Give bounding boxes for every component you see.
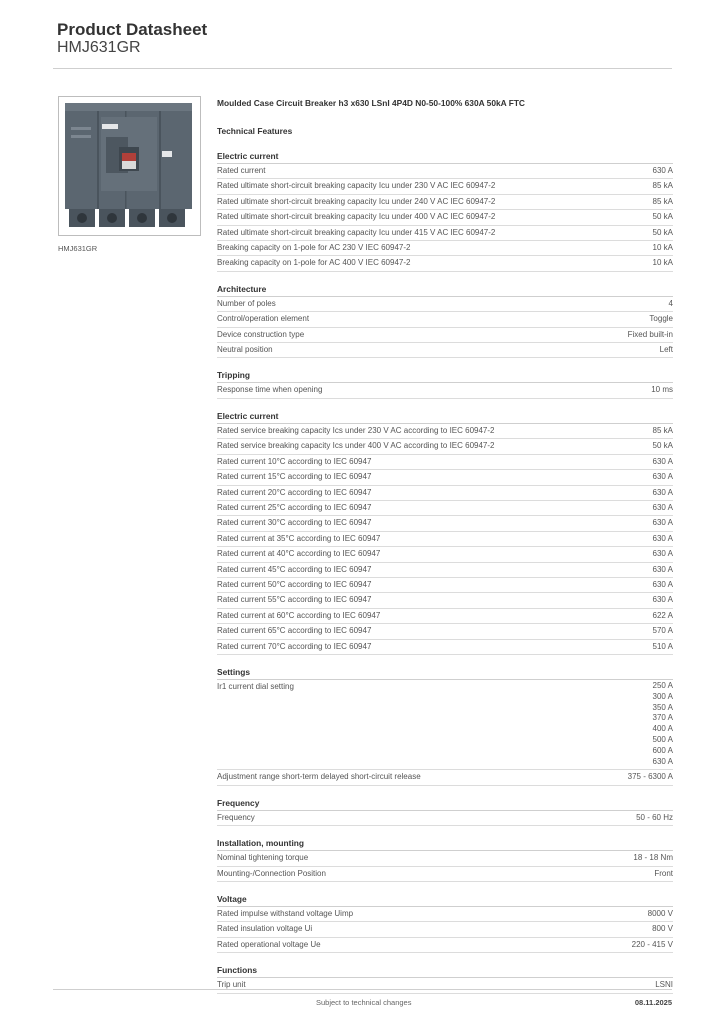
spec-row (217, 532, 673, 547)
spec-label: Rated current 25°C according to IEC 60947 (217, 502, 372, 512)
product-code: HMJ631GR (57, 39, 141, 56)
spec-section (217, 797, 673, 826)
spec-value: 630 A (652, 756, 673, 766)
section-title: Frequency (217, 797, 673, 811)
spec-section (217, 837, 673, 882)
spec-section (217, 369, 673, 398)
spec-value: 50 kA (652, 441, 673, 451)
spec-value: 630 A (652, 487, 673, 497)
spec-row (217, 439, 673, 454)
spec-row (217, 516, 673, 531)
spec-row (217, 907, 673, 922)
spec-value: 630 A (652, 518, 673, 528)
spec-label: Rated service breaking capacity Ics under 400 V AC according to IEC 60947-2 (217, 441, 495, 451)
spec-row (217, 256, 673, 271)
spec-row (217, 938, 673, 953)
spec-row (217, 563, 673, 578)
spec-section (217, 150, 673, 272)
spec-row (217, 609, 673, 624)
spec-label: Breaking capacity on 1-pole for AC 230 V IEC 60947-2 (217, 243, 411, 253)
spec-label: Rated operational voltage Ue (217, 939, 321, 949)
spec-label: Rated insulation voltage Ui (217, 924, 313, 934)
spec-value: 600 A (652, 745, 673, 755)
spec-value: 50 kA (652, 212, 673, 222)
spec-value: 10 kA (652, 243, 673, 253)
spec-row (217, 501, 673, 516)
spec-value: 4 (668, 298, 673, 308)
spec-row (217, 297, 673, 312)
spec-value: 630 A (652, 166, 673, 175)
spec-row (217, 179, 673, 194)
spec-row (217, 328, 673, 343)
spec-value: 375 - 6300 A (627, 772, 673, 782)
spec-section (217, 893, 673, 953)
spec-section (217, 410, 673, 655)
spec-value: 630 A (652, 533, 673, 543)
spec-value: 50 - 60 Hz (636, 812, 673, 822)
spec-content (217, 95, 673, 994)
spec-label: Rated ultimate short-circuit breaking capacity Icu under 230 V AC IEC 60947-2 (217, 181, 496, 191)
footer-divider (53, 989, 672, 990)
spec-row (217, 195, 673, 210)
spec-label: Rated current 70°C according to IEC 60947 (217, 641, 372, 651)
spec-row (217, 241, 673, 256)
spec-value: LSNI (655, 980, 673, 990)
spec-value: 85 kA (652, 425, 673, 435)
spec-value: 370 A (652, 713, 673, 723)
spec-value: 630 A (652, 456, 673, 466)
spec-label: Rated impulse withstand voltage Uimp (217, 908, 354, 918)
section-title: Architecture (217, 283, 673, 297)
spec-label: Rated ultimate short-circuit breaking capacity Icu under 400 V AC IEC 60947-2 (217, 212, 496, 222)
footer-note: Subject to technical changes (316, 998, 412, 1007)
spec-value: 85 kA (652, 196, 673, 206)
spec-row (217, 680, 673, 770)
spec-label: Rated current 55°C according to IEC 60947 (217, 595, 372, 605)
spec-label: Rated current 45°C according to IEC 60947 (217, 564, 372, 574)
spec-label: Rated ultimate short-circuit breaking capacity Icu under 415 V AC IEC 60947-2 (217, 227, 496, 237)
spec-row (217, 978, 673, 993)
spec-row (217, 343, 673, 358)
page-title: Product Datasheet (57, 20, 208, 39)
spec-label: Rated current 50°C according to IEC 60947 (217, 579, 372, 589)
spec-label: Mounting-/Connection Position (217, 868, 326, 878)
spec-label: Breaking capacity on 1-pole for AC 400 V IEC 60947-2 (217, 258, 411, 268)
spec-label: Rated current at 40°C according to IEC 60947 (217, 549, 381, 559)
spec-label: Control/operation element (217, 314, 310, 324)
spec-value: 630 A (652, 564, 673, 574)
section-title: Settings (217, 666, 673, 680)
spec-value: 630 A (652, 595, 673, 605)
spec-row (217, 226, 673, 241)
section-title: Electric current (217, 410, 673, 424)
spec-label: Neutral position (217, 345, 273, 355)
spec-value: 350 A (652, 702, 673, 712)
spec-label: Rated current 20°C according to IEC 60947 (217, 487, 372, 497)
spec-value: 570 A (652, 626, 673, 636)
circuit-breaker-illustration (59, 97, 200, 235)
spec-sections (217, 150, 673, 994)
spec-value: 500 A (652, 734, 673, 744)
spec-value: 510 A (652, 641, 673, 651)
product-image (58, 96, 201, 236)
spec-label: Rated current 10°C according to IEC 60947 (217, 456, 372, 466)
section-title: Electric current (217, 150, 673, 164)
spec-label: Rated current 30°C according to IEC 60947 (217, 518, 372, 528)
spec-value: 18 - 18 Nm (633, 853, 673, 863)
spec-label: Ir1 current dial setting (217, 681, 294, 691)
spec-label: Adjustment range short-term delayed short-circuit release (217, 772, 421, 782)
spec-row (217, 624, 673, 639)
spec-value: 8000 V (647, 908, 673, 918)
image-caption: HMJ631GR (58, 244, 98, 253)
spec-label: Trip unit (217, 980, 246, 990)
spec-label: Rated current 65°C according to IEC 60947 (217, 626, 372, 636)
spec-value: 220 - 415 V (631, 939, 673, 949)
spec-section (217, 283, 673, 359)
section-title: Voltage (217, 893, 673, 907)
spec-label: Frequency (217, 812, 255, 822)
spec-value: 10 kA (652, 258, 673, 268)
spec-value: Fixed built-in (627, 329, 673, 339)
header-divider (53, 68, 672, 69)
spec-row (217, 312, 673, 327)
spec-value: 630 A (652, 549, 673, 559)
spec-label: Rated service breaking capacity Ics under 230 V AC according to IEC 60947-2 (217, 425, 495, 435)
spec-row (217, 640, 673, 655)
spec-value: 400 A (652, 724, 673, 734)
spec-row (217, 486, 673, 501)
spec-row (217, 547, 673, 562)
spec-row (217, 867, 673, 882)
spec-value: 800 V (652, 924, 673, 934)
spec-label: Device construction type (217, 329, 305, 339)
spec-row (217, 922, 673, 937)
spec-value: Toggle (649, 314, 673, 324)
spec-value: 630 A (652, 579, 673, 589)
footer-date: 08.11.2025 (634, 998, 672, 1007)
spec-label: Rated current 15°C according to IEC 60947 (217, 472, 372, 482)
section-title: Tripping (217, 369, 673, 383)
technical-features-heading: Technical Features (217, 126, 293, 136)
spec-label: Number of poles (217, 298, 276, 308)
section-title: Installation, mounting (217, 837, 673, 851)
spec-value: Front (654, 868, 673, 878)
spec-value-list (653, 680, 673, 769)
spec-label: Response time when opening (217, 385, 323, 395)
spec-label: Rated current at 60°C according to IEC 60947 (217, 610, 381, 620)
spec-label: Rated current (217, 166, 266, 175)
spec-label: Rated ultimate short-circuit breaking capacity Icu under 240 V AC IEC 60947-2 (217, 196, 496, 206)
product-description: Moulded Case Circuit Breaker h3 x630 LSnI 4P4D N0-50-100% 630A 50kA FTC (217, 98, 525, 108)
spec-value: 300 A (652, 691, 673, 701)
spec-value: Left (659, 345, 673, 355)
spec-row (217, 164, 673, 179)
spec-label: Nominal tightening torque (217, 853, 309, 863)
spec-value: 630 A (652, 472, 673, 482)
spec-row (217, 593, 673, 608)
spec-value: 85 kA (652, 181, 673, 191)
spec-row (217, 811, 673, 826)
spec-value: 50 kA (652, 227, 673, 237)
spec-section (217, 666, 673, 786)
spec-row (217, 470, 673, 485)
section-title: Functions (217, 964, 673, 978)
spec-value: 10 ms (651, 385, 673, 395)
spec-value: 630 A (652, 502, 673, 512)
spec-value: 622 A (652, 610, 673, 620)
spec-value: 250 A (652, 680, 673, 690)
spec-row (217, 770, 673, 785)
spec-row (217, 424, 673, 439)
spec-row (217, 455, 673, 470)
spec-row (217, 578, 673, 593)
spec-label: Rated current at 35°C according to IEC 60947 (217, 533, 381, 543)
spec-row (217, 210, 673, 225)
spec-row (217, 851, 673, 866)
spec-row (217, 383, 673, 398)
